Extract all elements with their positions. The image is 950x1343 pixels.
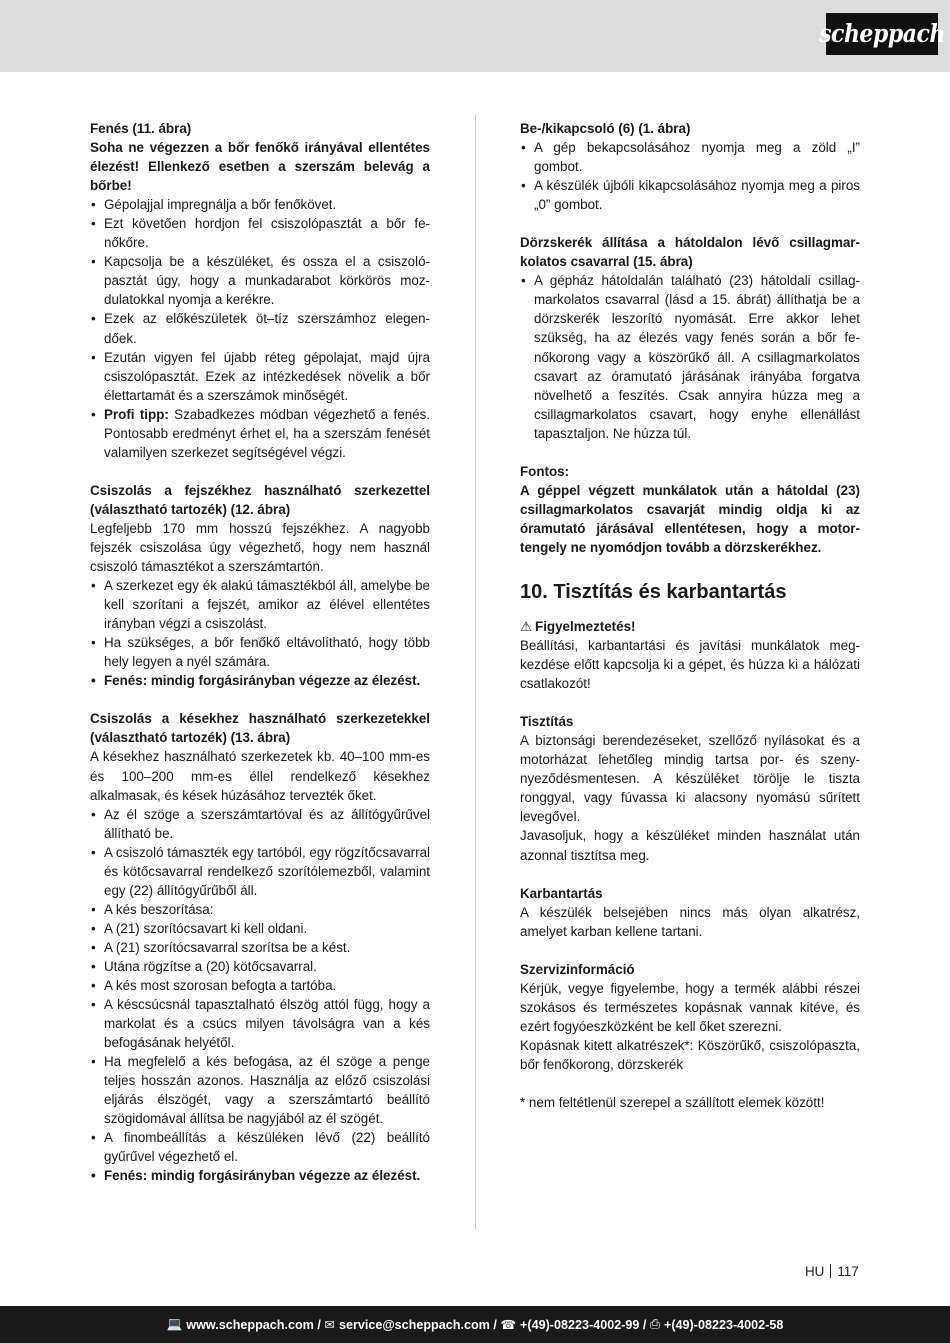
list-item: • Utána rögzítse a (20) kötőcsavarral. [90,957,430,976]
footer-website[interactable]: www.scheppach.com [186,1317,314,1332]
phone-icon: ☎ [500,1318,517,1332]
warning-heading-line [520,617,860,636]
page-language: HU [805,1264,825,1279]
cleaning-text-2: Javasoljuk, hogy a készüléket minden használat után azonnal tisztítsa meg. [520,828,860,863]
knife-jig-list [90,805,430,1186]
service-text-2: Kopásnak kitett alkatrészek*: Köszörűkő, csiszolópaszta, bőr fenőkorong, dörzskerék [520,1037,860,1072]
pro-tip-label: Profi tipp: [104,406,169,422]
header-bar [0,0,950,72]
list-item: • A gép bekapcsolásához nyomja meg a zöld „I” gombot. [520,138,860,176]
maintenance-heading: Karbantartás [520,885,603,901]
logo-text: scheppach [819,19,945,49]
list-item: • A csiszoló támaszték egy tartóból, egy rögzítőcsavarral és kötőcsavarral rendelkező szorítólemezből, valamint egy (22) állítógyűrűből áll. [90,843,430,900]
laptop-icon: 💻 [166,1317,183,1331]
axe-jig-list [90,576,430,690]
honing-list [90,195,430,462]
fax-icon: ⎙ [649,1317,660,1331]
column-divider [475,114,476,1230]
warning-heading: Figyelmeztetés! [535,618,636,634]
switch-list [520,138,860,214]
list-item: • A gépház hátoldalán található (23) hátoldali csillagmarkolatos csavarral (lásd a 15. ábrát) állíthatja be a dörzskerék leszorító nyomását. Erre akkor lehet szükség, ha az élezés vagy fenés során a bőr fenőkorong vagy a köszörűkő áll. A csillagmarkolatos csavart az óramutató járásának irányába forgatva növelhető a feszítés. Csak annyira húzza meg a csillagmarkolatos csavart, hogy enyhe ellenállást tapasztaljon. Ne húzza túl. [520,271,860,442]
warning-text: Beállítási, karbantartási és javítási munkálatok megkezdése előtt kapcsolja ki a gépet, és húzza ki a hálózati csatlakozót! [520,638,860,692]
chapter-title: 10. Tisztítás és karbantartás [520,580,787,603]
list-item: • Kapcsolja be a készüléket, és ossza el a csiszolópasztát úgy, hogy a munkadarabot körkörös mozdulatokkal nyomja a kerékre. [90,252,430,309]
footer-fax: +(49)-08223-4002-58 [664,1317,784,1332]
list-item: • Ezt követően hordjon fel csiszolópasztát a bőr fenőkőre. [90,214,430,252]
friction-wheel-list [520,271,860,442]
important-text: A géppel végzett munkálatok után a hátoldal (23) csillagmarkolatos csavarját mindig oldja ki az óramutató járásával ellentétesen, hogy a motortengely ne nyomódjon tovább a dörzskerékhez. [520,482,860,555]
page-number-separator [830,1264,831,1278]
section-heading-knife-jig: Csiszolás a késekhez használható szerkezetekkel (választható tartozék) (13. ábra) [90,711,430,746]
list-item: • Ezek az előkészületek öt–tíz szerszámhoz elegendőek. [90,309,430,347]
pro-tip-text: Szabadkezes módban végezhető a fenés. Pontosabb eredményt érhet el, ha a szerszám fenését valamilyen szerkezet segítségével végzi. [104,406,430,460]
footnote: * nem feltétlenül szerepel a szállított elemek között! [520,1094,825,1110]
list-item: • A (21) szorítócsavarral szorítsa be a kést. [90,938,430,957]
footer-email[interactable]: service@scheppach.com [338,1317,490,1332]
footer-separator: / [639,1317,650,1332]
footer-bar [0,1306,950,1343]
list-item: • A finombeállítás a készüléken lévő (22) beállító gyűrűvel végezhető el. [90,1128,430,1166]
axe-jig-intro: Legfeljebb 170 mm hosszú fejszékhez. A nagyobb fejszék csiszolása úgy végezhető, hogy nem használ csiszoló támasztékot a szerszámtartón. [90,520,430,575]
warning-triangle-icon: ⚠ [520,618,533,634]
left-column [90,119,430,1186]
list-item: • A késcsúcsnál tapasztalható élszög attól függ, hogy a markolat és a csúcs milyen távolságra van a kés befogásának helyétől. [90,995,430,1052]
list-item: • A (21) szorítócsavart ki kell oldani. [90,919,430,938]
list-item: • A kés most szorosan befogta a tartóba. [90,976,430,995]
section-heading-friction-wheel: Dörzskerék állítása a hátoldalon lévő csillagmarkolatos csavarral (15. ábra) [520,235,860,270]
section-heading-switch: Be-/kikapcsoló (6) (1. ábra) [520,121,691,136]
footer-separator: / [313,1317,325,1332]
list-item: • Az él szöge a szerszámtartóval és az állítógyűrűvel állítható be. [90,805,430,843]
list-item: • Gépolajjal impregnálja a bőr fenőkövet. [90,195,430,214]
maintenance-text: A készülék belsejében nincs más olyan alkatrész, amelyet karban kellene tartani. [520,904,860,939]
list-item: • A készülék újbóli kikapcsolásához nyomja meg a piros „0” gombot. [520,176,860,214]
list-item-bold: • Fenés: mindig forgásirányban végezze az élezést. [90,671,430,690]
service-heading: Szervizinformáció [520,961,635,977]
mail-icon: ✉ [324,1318,335,1332]
important-heading: Fontos: [520,463,570,479]
cleaning-text: A biztonsági berendezéseket, szellőző nyílásokat és a motorházat lehetőleg mindig tartsa por- és szenynyeződésmentesen. A készüléket törölje le tiszta ronggyal, vagy fúvassa ki alacsony nyomású sűrített levegővel. [520,733,860,825]
list-item: • Ha szükséges, a bőr fenőkő eltávolítható, hogy több hely legyen a nyél számára. [90,633,430,671]
cleaning-heading: Tisztítás [520,714,574,730]
footer-separator: / [489,1317,501,1332]
scheppach-logo [819,13,945,55]
list-item: • A szerkezet egy ék alakú támasztékból áll, amelybe be kell szorítani a fejszét, amikor az élével ellentétes irányban végzi a csiszolást. [90,576,430,633]
section-heading-honing: Fenés (11. ábra) [90,121,192,136]
service-text: Kérjük, vegye figyelembe, hogy a termék alábbi részei szokásos és természetes kopásnak vannak kitéve, és ezért fogyóeszközként be kell őket szerezni. [520,980,860,1034]
footer-phone: +(49)-08223-4002-99 [520,1317,640,1332]
section-heading-axe-jig: Csiszolás a fejszékhez használható szerkezettel (választható tartozék) (12. ábra) [90,482,430,517]
right-column [520,119,860,1112]
page-number [805,1264,859,1279]
knife-jig-intro: A késekhez használható szerkezetek kb. 40–100 mm-es és 100–200 mm-es éllel rendelkező késekhez alkalmasak, és kések húzásához tervezték őket. [90,749,430,803]
list-item-pro-tip [90,405,430,462]
list-item-bold: • Fenés: mindig forgásirányban végezze az élezést. [90,1166,430,1185]
list-item: • Ha megfelelő a kés befogása, az él szöge a penge teljes hosszán azonos. Használja az előző csiszolási eljárás élszögét, vagy a szerszámtartó beállító szögidomával állítsa be nagyjából az él szögét. [90,1052,430,1128]
list-item: • Ezután vigyen fel újabb réteg gépolajat, majd újra csiszolópasztát. Ezek az intézkedések növelik a bőr élettartamát és a szerszámok minőségét. [90,348,430,405]
page-number-value: 117 [837,1264,859,1279]
list-item: • A kés beszorítása: [90,900,430,919]
honing-warning: Soha ne végezzen a bőr fenőkő irányával ellentétes élezést! Ellenkező esetben a szerszám belevág a bőrbe! [90,140,430,194]
